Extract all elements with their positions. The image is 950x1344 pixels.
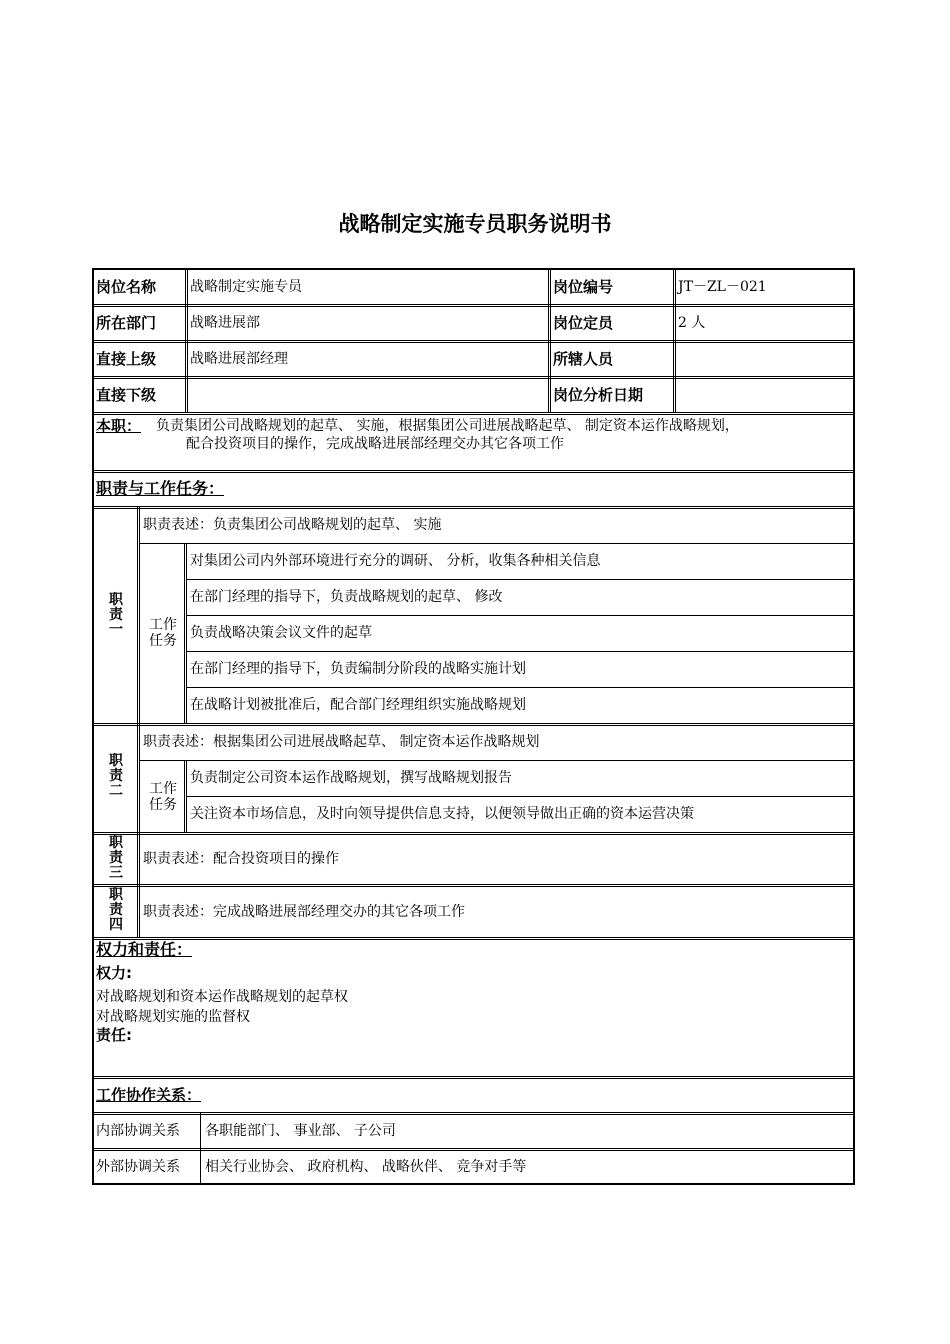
row-divider	[186, 651, 855, 652]
power-item: 对战略规划和资本运作战略规划的起草权	[96, 989, 348, 1005]
row-divider	[92, 412, 855, 415]
power-item: 对战略规划实施的监督权	[96, 1009, 250, 1025]
responsibility-label: 责任:	[96, 1026, 132, 1044]
duty-2-desc: 职责表述：根据集团公司进展战略起草、 制定资本运作战略规划	[143, 734, 540, 750]
post-code-label: 岗位编号	[553, 278, 614, 296]
main-duty-line2: 配合投资项目的操作，完成战略进展部经理交办其它各项工作	[186, 436, 564, 452]
row-divider	[186, 579, 855, 580]
external-coop-label: 外部协调关系	[96, 1159, 180, 1175]
superior-value: 战略进展部经理	[190, 351, 288, 367]
duty-2-task: 负责制定公司资本运作战略规划，撰写战略规划报告	[190, 770, 512, 786]
duties-header: 职责与工作任务：	[96, 479, 225, 498]
row-divider	[92, 1148, 855, 1151]
duty-3-desc: 职责表述：配合投资项目的操作	[143, 851, 339, 867]
duty-4-desc: 职责表述：完成战略进展部经理交办的其它各项工作	[143, 904, 465, 920]
internal-coop-value: 各职能部门、 事业部、 子公司	[205, 1123, 396, 1139]
row-divider	[92, 937, 855, 940]
power-label: 权力:	[96, 964, 132, 982]
internal-coop-label: 内部协调关系	[96, 1123, 180, 1139]
column-divider	[200, 1112, 201, 1185]
job-description-table	[92, 268, 855, 1185]
column-divider	[137, 506, 140, 937]
row-divider	[186, 796, 855, 797]
row-divider	[92, 470, 855, 473]
power-header: 权力和责任：	[96, 940, 193, 959]
column-divider	[673, 268, 676, 412]
dept-label: 所在部门	[96, 314, 157, 332]
duty-1-task-label: 工作任务	[149, 617, 177, 649]
column-divider	[184, 760, 187, 832]
row-divider	[92, 1112, 855, 1115]
row-divider	[92, 832, 855, 835]
main-duty-label: 本职：	[96, 417, 142, 435]
duty-1-name: 职责一	[109, 592, 123, 638]
dept-value: 战略进展部	[190, 315, 260, 331]
external-coop-value: 相关行业协会、 政府机构、 战略伙伴、 竞争对手等	[205, 1159, 527, 1175]
direct-sub-label: 直接下级	[96, 386, 157, 404]
duty-1-task: 对集团公司内外部环境进行充分的调研、 分析，收集各种相关信息	[190, 553, 601, 569]
duty-1-task: 在部门经理的指导下，负责战略规划的起草、 修改	[190, 589, 503, 605]
post-name-value: 战略制定实施专员	[190, 279, 302, 295]
duty-4-name: 职责四	[109, 887, 123, 933]
coop-header: 工作协作关系：	[96, 1086, 202, 1104]
duty-1-task: 在部门经理的指导下，负责编制分阶段的战略实施计划	[190, 661, 526, 677]
main-duty-line1: 负责集团公司战略规划的起草、 实施，根据集团公司进展战略起草、 制定资本运作战略规划，	[156, 418, 739, 434]
analysis-date-label: 岗位分析日期	[553, 386, 644, 404]
duty-1-task: 负责战略决策会议文件的起草	[190, 625, 372, 641]
subordinates-label: 所辖人员	[553, 350, 614, 368]
row-divider	[92, 376, 855, 379]
row-divider	[186, 615, 855, 616]
headcount-value: 2 人	[678, 315, 706, 331]
duty-1-desc: 职责表述：负责集团公司战略规划的起草、 实施	[143, 517, 442, 533]
duty-2-task-label: 工作任务	[149, 781, 177, 813]
page-title: 战略制定实施专员职务说明书	[338, 212, 612, 236]
row-divider	[92, 340, 855, 343]
column-divider	[548, 268, 551, 412]
duty-2-name: 职责二	[109, 753, 123, 799]
post-code-value: JT－ZL－021	[678, 279, 767, 295]
column-divider	[185, 268, 188, 412]
superior-label: 直接上级	[96, 350, 157, 368]
row-divider	[92, 304, 855, 307]
row-divider	[186, 687, 855, 688]
row-divider	[92, 1076, 855, 1079]
duty-2-task: 关注资本市场信息，及时向领导提供信息支持，以便领导做出正确的资本运营决策	[190, 806, 694, 822]
duty-3-name: 职责三	[109, 835, 123, 881]
column-divider	[184, 543, 187, 723]
row-divider	[92, 723, 855, 726]
post-name-label: 岗位名称	[96, 278, 157, 296]
row-divider	[139, 543, 855, 544]
row-divider	[92, 884, 855, 887]
row-divider	[139, 760, 855, 761]
duty-1-task: 在战略计划被批准后，配合部门经理组织实施战略规划	[190, 697, 526, 713]
headcount-label: 岗位定员	[553, 314, 614, 332]
row-divider	[92, 506, 855, 509]
